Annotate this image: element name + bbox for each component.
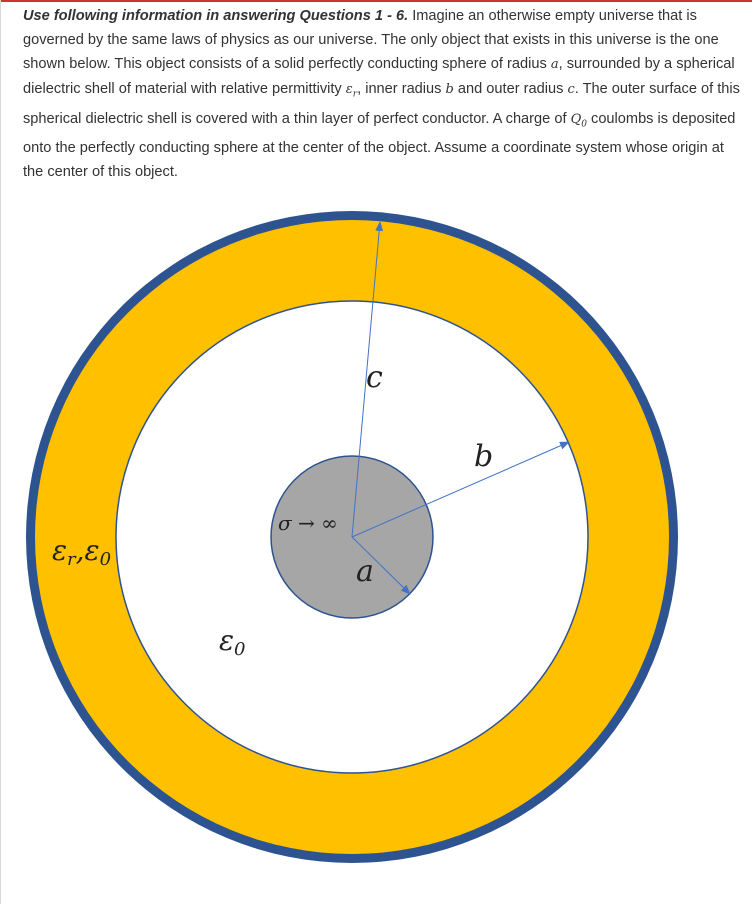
label-a: a (356, 554, 374, 589)
symbol-q0 (570, 111, 587, 130)
question-part-1: Imagine an otherwise empty universe that is governed by the same laws of physics as our universe. The only object that exists in this universe is the one shown below. This object consists of a solid perfectly conducting sphere of radius (23, 8, 719, 72)
label-b: b (474, 439, 494, 474)
question-part-5: . The outer surface of this spherical dielectric shell is covered with a thin layer of perfect conductor. A charge of (23, 81, 740, 127)
label-shell-epsilon-0: ε (84, 534, 100, 567)
symbol-c: c (567, 82, 575, 97)
symbol-epsilon: ε (345, 82, 353, 97)
sphere-diagram (0, 200, 752, 904)
question-part-4: and outer radius (453, 81, 568, 97)
subscript-0: 0 (581, 119, 587, 130)
label-conductivity: σ → ∞ (278, 511, 338, 535)
question-part-2: , surrounded by a spherical dielectric shell of material with relative permittivity (23, 56, 735, 97)
label-shell-sub-r: r (67, 549, 76, 570)
question-part-3: , inner radius (357, 81, 446, 97)
subscript-r: r (352, 89, 358, 100)
label-gap-epsilon: ε (219, 624, 235, 657)
question-text (23, 4, 741, 184)
question-part-6: coulombs is deposited onto the perfectly conducting sphere at the center of the object. Assume a coordinate system whose origin at the center of this object. (23, 110, 736, 181)
symbol-epsilon-r (345, 82, 358, 100)
symbol-b: b (445, 82, 454, 97)
symbol-q: Q (570, 111, 582, 127)
top-border (0, 0, 752, 2)
label-c: c (366, 360, 383, 395)
label-shell-comma: , (75, 534, 85, 567)
label-gap-sub-0: 0 (234, 639, 246, 660)
label-shell-epsilon: ε (52, 534, 68, 567)
label-shell-sub-0: 0 (99, 549, 112, 570)
symbol-a: a (550, 57, 559, 72)
question-lead: Use following information in answering Questions 1 - 6. (23, 8, 409, 24)
